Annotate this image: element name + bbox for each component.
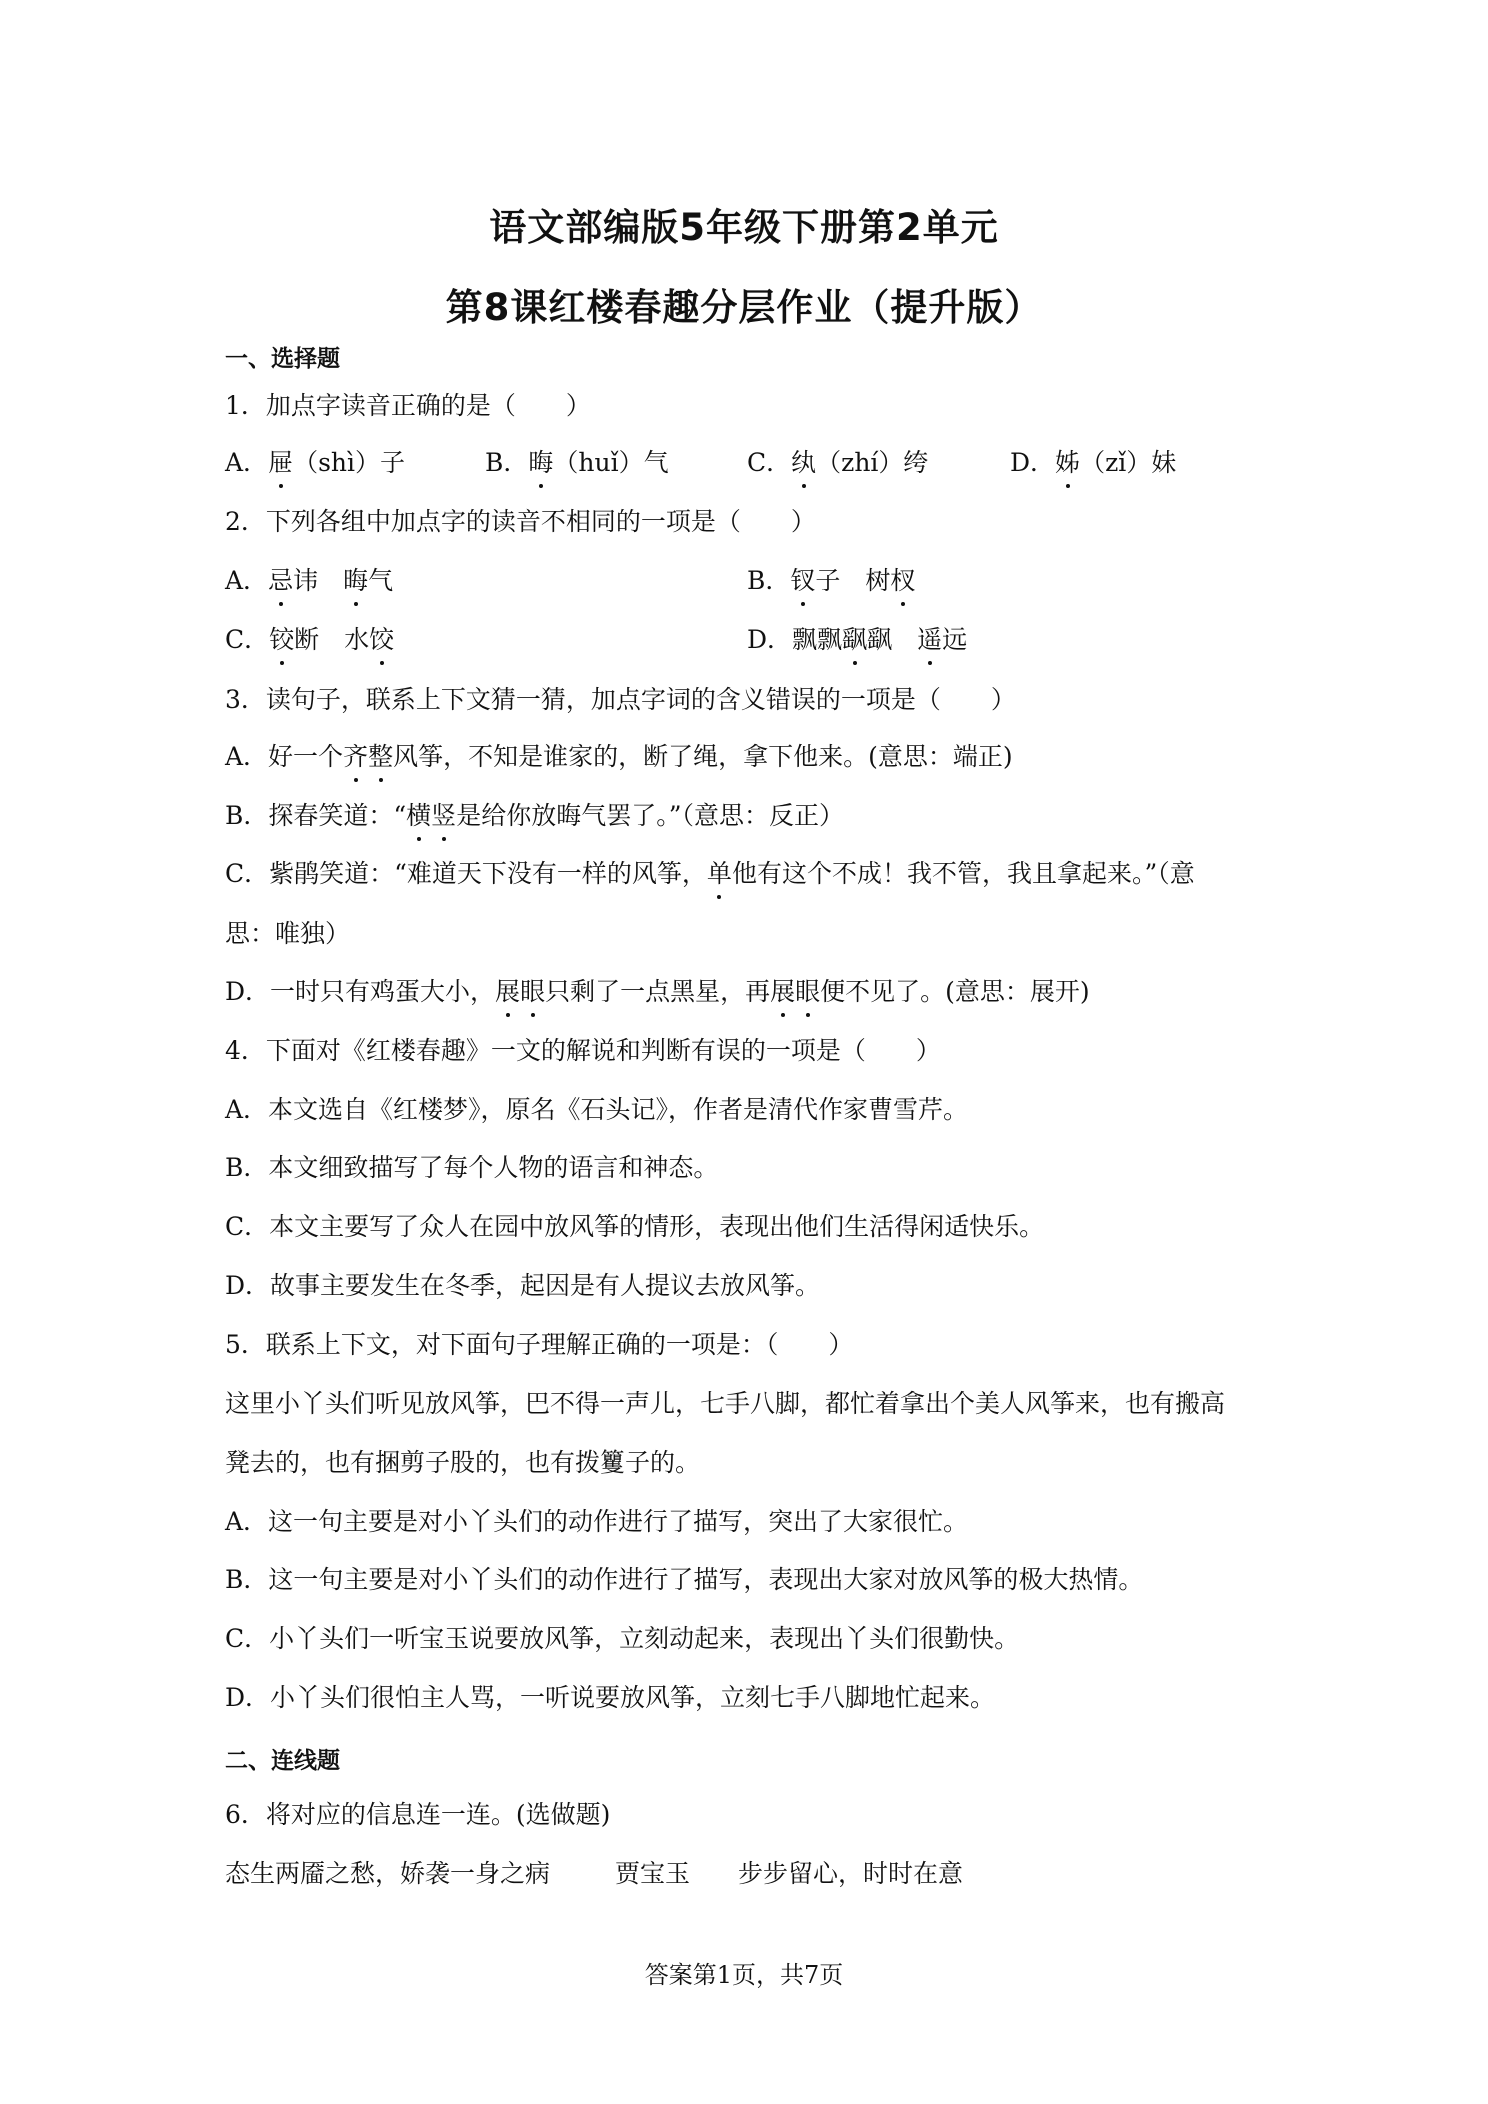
q1-option-c: C．纨（zhí）绔 — [747, 448, 929, 477]
q2-option-d: D．飘飘飖飖 遥远 — [747, 625, 968, 654]
q5-option-d: D．小丫头们很怕主人骂，一听说要放风筝，立刻七手八脚地忙起来。 — [225, 1683, 996, 1712]
question-1-options — [225, 447, 1275, 479]
q3-option-c: C．紫鹃笑道：“难道天下没有一样的风筝，单他有这个不成！我不管，我且拿起来。”（意 — [225, 859, 1195, 888]
q5-passage-line-2: 凳去的，也有捆剪子股的，也有拨籰子的。 — [225, 1448, 701, 1477]
q3-option-a: A．好一个齐整风筝，不知是谁家的，断了绳，拿下他来。(意思：端正) — [225, 742, 1013, 771]
q6-matching-row — [225, 1858, 1275, 1890]
q1-option-b: B．晦（huǐ）气 — [485, 448, 669, 477]
q4-option-d: D．故事主要发生在冬季，起因是有人提议去放风筝。 — [225, 1271, 821, 1300]
q4-option-c: C．本文主要写了众人在园中放风筝的情形，表现出他们生活得闲适快乐。 — [225, 1212, 1045, 1241]
q3-option-b: B．探春笑道：“横竖是给你放晦气罢了。”（意思：反正） — [225, 801, 844, 830]
q1-option-d: D．姊（zǐ）妹 — [1010, 448, 1177, 477]
q6-right-item: 步步留心，时时在意 — [738, 1859, 964, 1888]
q3-option-c-cont: 思：唯独） — [225, 919, 351, 948]
question-2-row-1 — [225, 565, 1275, 597]
question-2-stem: 2．下列各组中加点字的读音不相同的一项是（ ） — [225, 507, 816, 536]
q4-option-b: B．本文细致描写了每个人物的语言和神态。 — [225, 1153, 719, 1182]
q5-option-a: A．这一句主要是对小丫头们的动作进行了描写，突出了大家很忙。 — [225, 1507, 969, 1536]
q2-option-a: A．忌讳 晦气 — [225, 566, 394, 595]
q5-option-b: B．这一句主要是对小丫头们的动作进行了描写，表现出大家对放风筝的极大热情。 — [225, 1565, 1144, 1594]
q6-middle-item: 贾宝玉 — [615, 1859, 691, 1888]
q2-option-c: C．铰断 水饺 — [225, 625, 395, 654]
q4-option-a: A．本文选自《红楼梦》，原名《石头记》，作者是清代作家曹雪芹。 — [225, 1095, 969, 1124]
page-subtitle: 第8课红楼春趣分层作业（提升版） — [445, 286, 1043, 329]
question-1-stem: 1．加点字读音正确的是（ ） — [225, 391, 591, 420]
page-footer: 答案第1页，共7页 — [644, 1961, 844, 1989]
q5-passage-line-1: 这里小丫头们听见放风筝，巴不得一声儿，七手八脚，都忙着拿出个美人风筝来，也有搬高 — [225, 1389, 1226, 1418]
q2-option-b: B．钗子 树杈 — [747, 566, 916, 595]
page-title: 语文部编版5年级下册第2单元 — [489, 206, 999, 249]
question-5-stem: 5．联系上下文，对下面句子理解正确的一项是：（ ） — [225, 1330, 854, 1359]
section-heading-matching: 二、连线题 — [225, 1748, 340, 1774]
question-3-stem: 3．读句子，联系上下文猜一猜，加点字词的含义错误的一项是（ ） — [225, 685, 1016, 714]
q5-option-c: C．小丫头们一听宝玉说要放风筝，立刻动起来，表现出丫头们很勤快。 — [225, 1624, 1020, 1653]
question-2-row-2 — [225, 624, 1275, 656]
question-6-stem: 6．将对应的信息连一连。(选做题) — [225, 1800, 611, 1829]
q3-option-d: D．一时只有鸡蛋大小，展眼只剩了一点黑星，再展眼便不见了。(意思：展开) — [225, 977, 1090, 1006]
q6-left-item: 态生两靥之愁，娇袭一身之病 — [225, 1859, 551, 1888]
q1-option-a: A．屉（shì）子 — [225, 448, 406, 477]
section-heading-choice: 一、选择题 — [225, 346, 340, 372]
question-4-stem: 4．下面对《红楼春趣》一文的解说和判断有误的一项是（ ） — [225, 1036, 941, 1065]
